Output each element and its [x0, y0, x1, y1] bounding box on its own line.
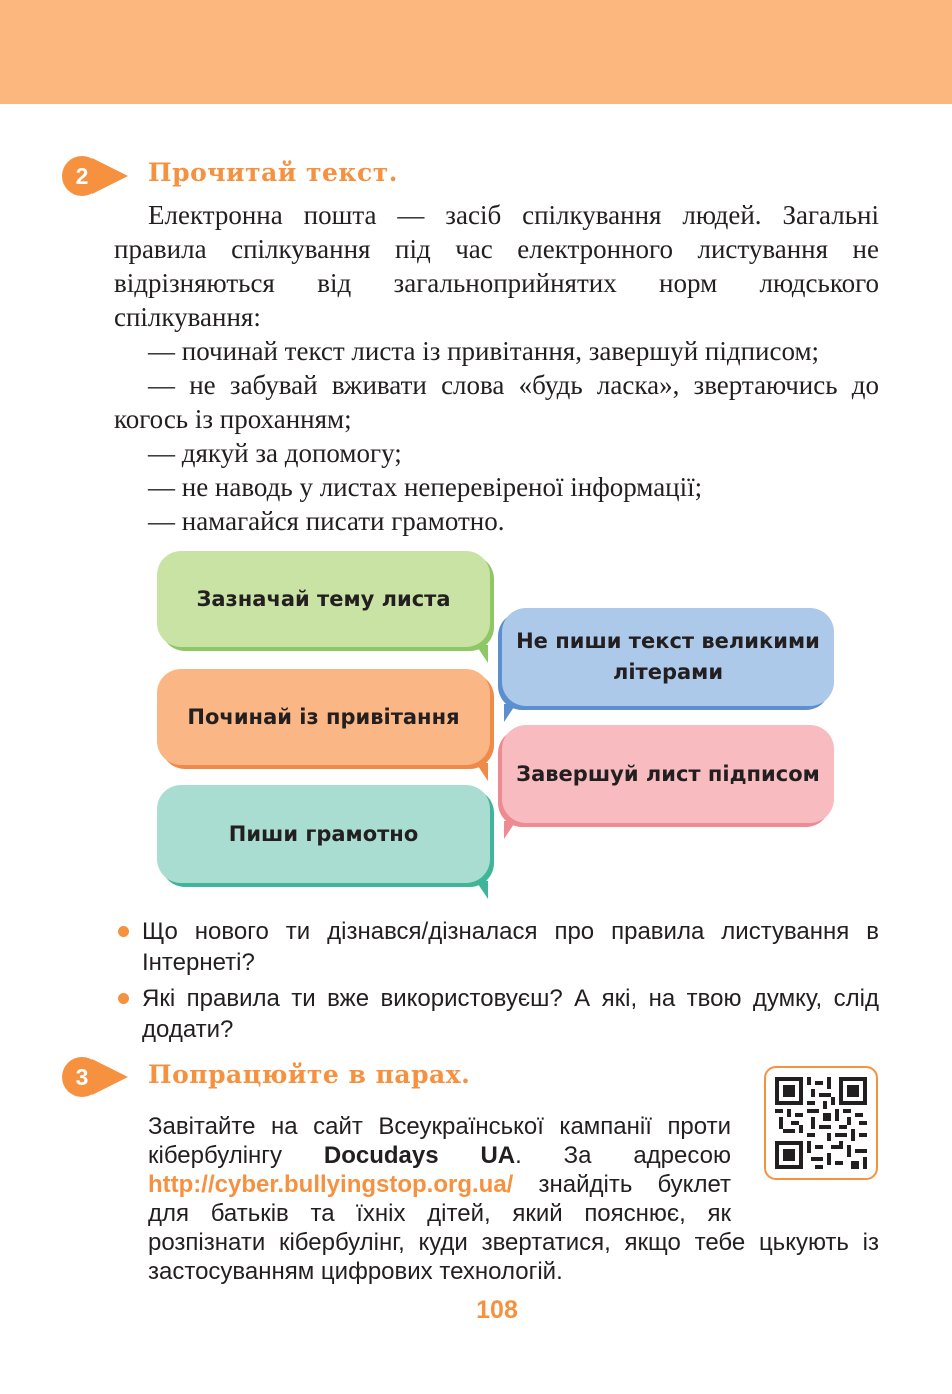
- dot-icon: [118, 926, 129, 937]
- bubble-literate: [157, 785, 490, 883]
- bubble-tail: [476, 645, 488, 663]
- bubble-label: Зазначай тему листа: [196, 586, 451, 611]
- website-link[interactable]: http://cyber.bullyingstop.org.ua/: [148, 1171, 514, 1198]
- bubble-greeting: [157, 669, 490, 765]
- bubble-tail: [504, 821, 516, 839]
- question-text: Які правила ти вже використовуєш? А які, на твою думку, слід додати?: [142, 985, 879, 1043]
- bubble-label: Починай із привітання: [187, 704, 460, 729]
- qr-code-frame[interactable]: [764, 1066, 878, 1180]
- rule-item: — не забувай вживати слова «будь ласка», звертаючись до когось із проханням;: [114, 370, 879, 434]
- bubble-label: Не пиши текст великими літерами: [516, 629, 820, 684]
- question-text: Що нового ти дізнався/дізналася про правила листування в Інтернеті?: [142, 918, 879, 976]
- bubble-tail: [476, 763, 488, 781]
- task-2-marker-icon: [62, 156, 132, 196]
- bubble-no-caps: [502, 608, 834, 706]
- rule-item: — починай текст листа із привітання, завершуй підписом;: [148, 336, 820, 366]
- bubble-label: Завершуй лист підписом: [516, 761, 820, 786]
- question-list: [114, 916, 879, 1050]
- task-3-text-part: Завітайте на сайт Всеукраїнської кампанії проти кібербулінгу: [148, 1113, 731, 1169]
- task-number: 3: [62, 1057, 102, 1097]
- dot-icon: [118, 993, 129, 1004]
- brand-name: Docudays UA: [323, 1142, 516, 1169]
- task-number: 2: [62, 156, 102, 196]
- rule-item: — намагайся писати грамотно.: [148, 506, 505, 536]
- intro-paragraph: Електронна пошта — засіб спілкування людей. Загальні правила спілкування під час електронного листування не відрізняються від загальноприйнятих норм людського спілкування:: [114, 200, 879, 332]
- bubble-label: Пиши грамотно: [228, 821, 419, 846]
- top-color-band: [0, 0, 952, 104]
- task-3-text-part: . За адресою: [515, 1142, 731, 1169]
- rule-item: — дякуй за допомогу;: [148, 438, 402, 468]
- bubble-tail: [504, 704, 516, 722]
- page-number: 108: [476, 1296, 518, 1324]
- task-2-text: [114, 198, 879, 538]
- task-3-marker-icon: [62, 1057, 132, 1097]
- task-3-title: Попрацюйте в парах.: [148, 1060, 471, 1089]
- bubble-subject: [157, 551, 490, 647]
- question-item: [114, 916, 879, 978]
- task-3-text-part: знайдіть буклет для батьків та їхніх дітей, який пояснює, як розпізнати кібербулінг, куди звертатися, якщо тебе цькують із застосуванням цифрових технологій.: [148, 1171, 879, 1285]
- rule-item: — не наводь у листах неперевіреної інформації;: [148, 472, 703, 502]
- question-item: [114, 983, 879, 1045]
- qr-code-icon: [775, 1077, 867, 1169]
- task-2-title: Прочитай текст.: [148, 158, 398, 187]
- bubble-signature: [502, 725, 834, 823]
- bubble-tail: [476, 881, 488, 899]
